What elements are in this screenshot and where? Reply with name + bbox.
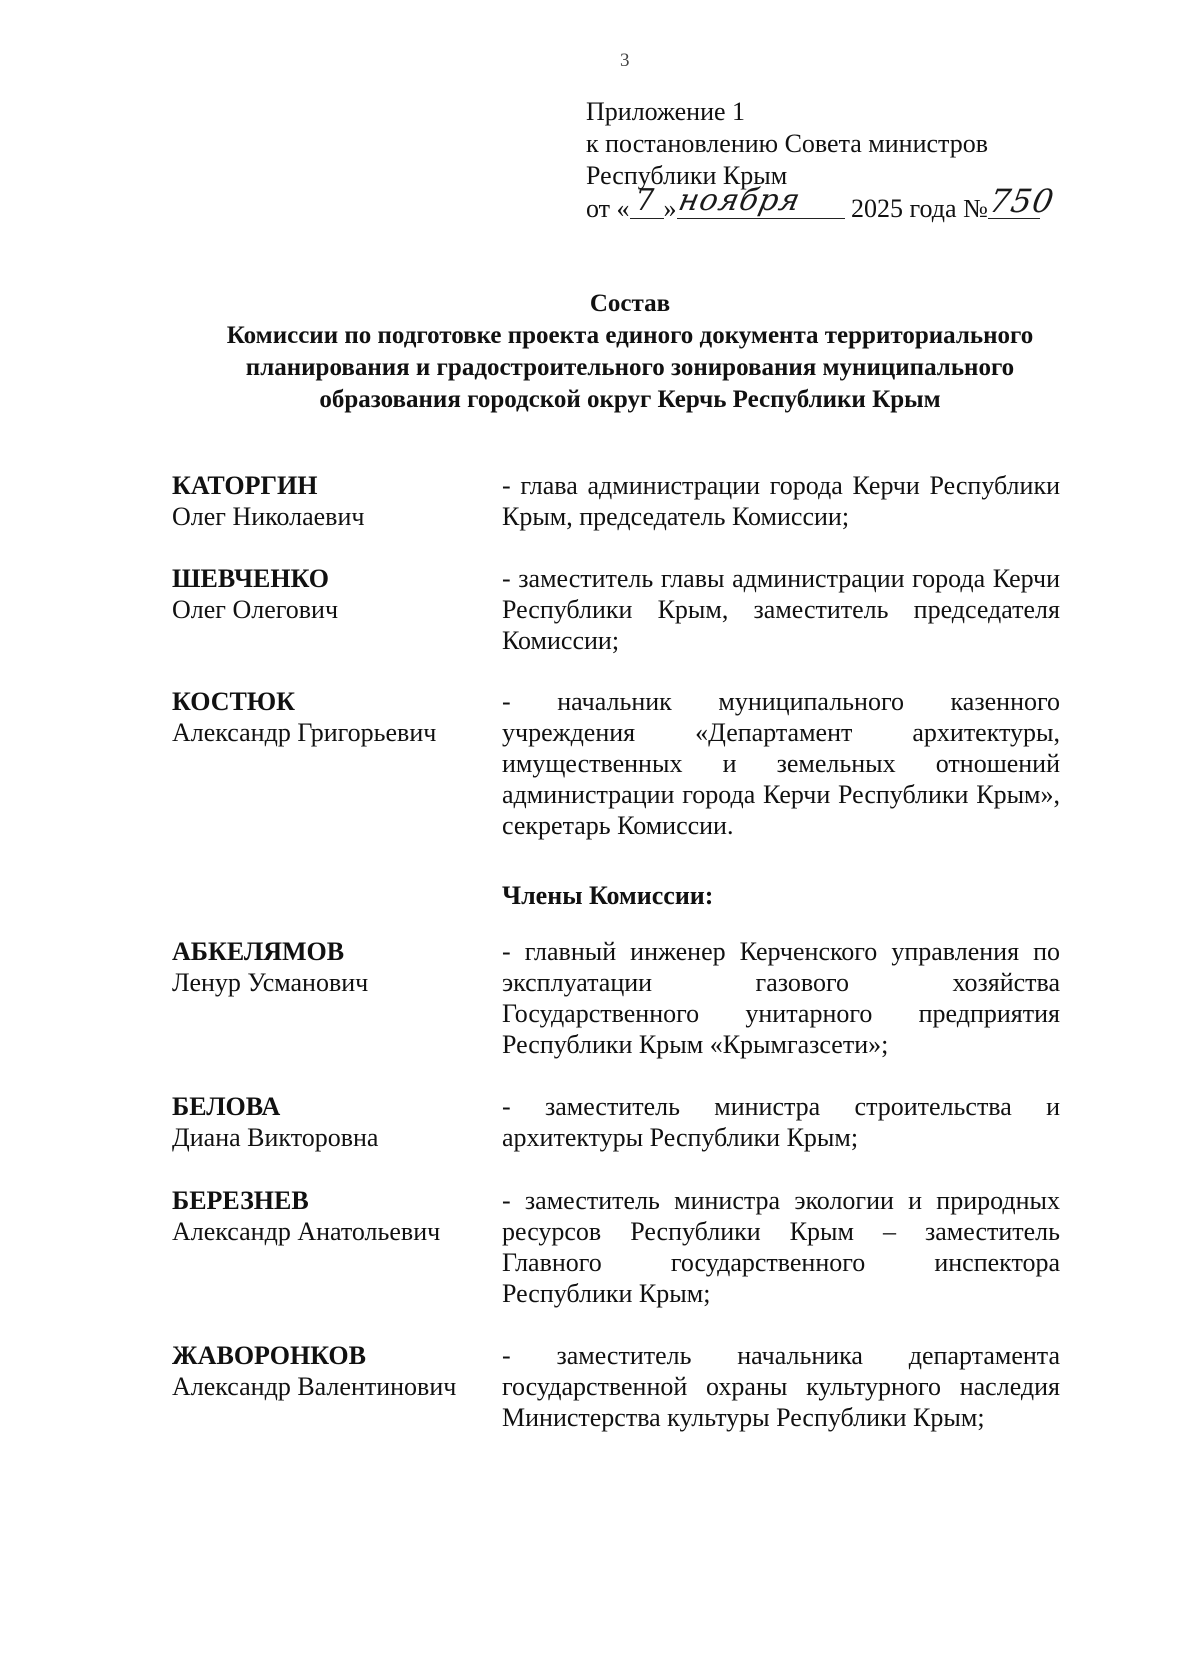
member-surname: КАТОРГИН <box>172 471 318 500</box>
document-title <box>120 288 1140 416</box>
title-line-2: планирования и градостроительного зонирования муниципального <box>245 354 1015 381</box>
member-role: - начальник муниципального казенного учреждения «Департамент архитектуры, имущественных и земельных отношений администрации города Керчи Республики Крым», секретарь Комиссии. <box>502 687 1060 840</box>
appendix-line-3: Республики Крым <box>586 161 788 190</box>
handwritten-day: 7 <box>635 183 656 218</box>
member-role: - заместитель министра строительства и архитектуры Республики Крым; <box>502 1092 1060 1152</box>
member-given-name: Александр Валентинович <box>172 1372 457 1401</box>
list-item <box>172 563 1060 656</box>
member-given-name: Диана Викторовна <box>172 1123 379 1152</box>
member-role: - заместитель начальника департамента государственной охраны культурного наследия Министерства культуры Республики Крым; <box>502 1341 1060 1432</box>
appendix-date-line <box>586 182 1058 225</box>
member-given-name: Ленур Усманович <box>172 968 369 997</box>
member-given-name: Александр Григорьевич <box>172 718 437 747</box>
doc-number-blank <box>986 182 1058 220</box>
member-role: - заместитель министра экологии и природных ресурсов Республики Крым – заместитель Главного государственного инспектора Республики Крым; <box>502 1186 1060 1308</box>
member-role: - глава администрации города Керчи Республики Крым, председатель Комиссии; <box>502 471 1060 531</box>
member-role: - главный инженер Керченского управления по эксплуатации газового хозяйства Государственного унитарного предприятия Республики Крым «Крымгазсети»; <box>502 937 1060 1059</box>
title-line-3: образования городской округ Керчь Республики Крым <box>319 386 941 413</box>
member-given-name: Олег Олегович <box>172 595 339 624</box>
member-surname: АБКЕЛЯМОВ <box>172 937 345 966</box>
member-surname: БЕРЕЗНЕВ <box>172 1186 309 1215</box>
page-number: 3 <box>620 50 630 71</box>
date-day-blank <box>630 183 664 219</box>
member-given-name: Александр Анатольевич <box>172 1217 441 1246</box>
list-item <box>172 1091 1060 1153</box>
handwritten-month: ноября <box>674 183 804 218</box>
member-surname: КОСТЮК <box>172 687 295 716</box>
member-given-name: Олег Николаевич <box>172 502 365 531</box>
handwritten-doc-number: 750 <box>986 182 1058 220</box>
title-line-1: Комиссии по подготовке проекта единого документа территориального <box>226 322 1034 349</box>
member-surname: ЖАВОРОНКОВ <box>172 1341 366 1370</box>
member-surname: ШЕВЧЕНКО <box>172 564 330 593</box>
members-heading: Члены Комиссии: <box>502 881 714 910</box>
list-item <box>172 1185 1060 1309</box>
list-item <box>172 936 1060 1060</box>
list-item <box>172 686 1060 841</box>
member-role: - заместитель главы администрации города Керчи Республики Крым, заместитель председателя Комиссии; <box>502 564 1060 655</box>
appendix-line-2: к постановлению Совета министров <box>586 129 988 158</box>
member-surname: БЕЛОВА <box>172 1092 281 1121</box>
date-year: 2025 года № <box>851 194 988 223</box>
title-heading: Состав <box>589 290 671 317</box>
appendix-block <box>586 96 1058 225</box>
date-prefix: от « <box>586 194 630 223</box>
date-mid: » <box>663 194 677 223</box>
date-month-blank <box>674 183 845 219</box>
list-item <box>172 470 1060 532</box>
appendix-line-1: Приложение 1 <box>586 97 746 126</box>
list-item <box>172 1340 1060 1433</box>
